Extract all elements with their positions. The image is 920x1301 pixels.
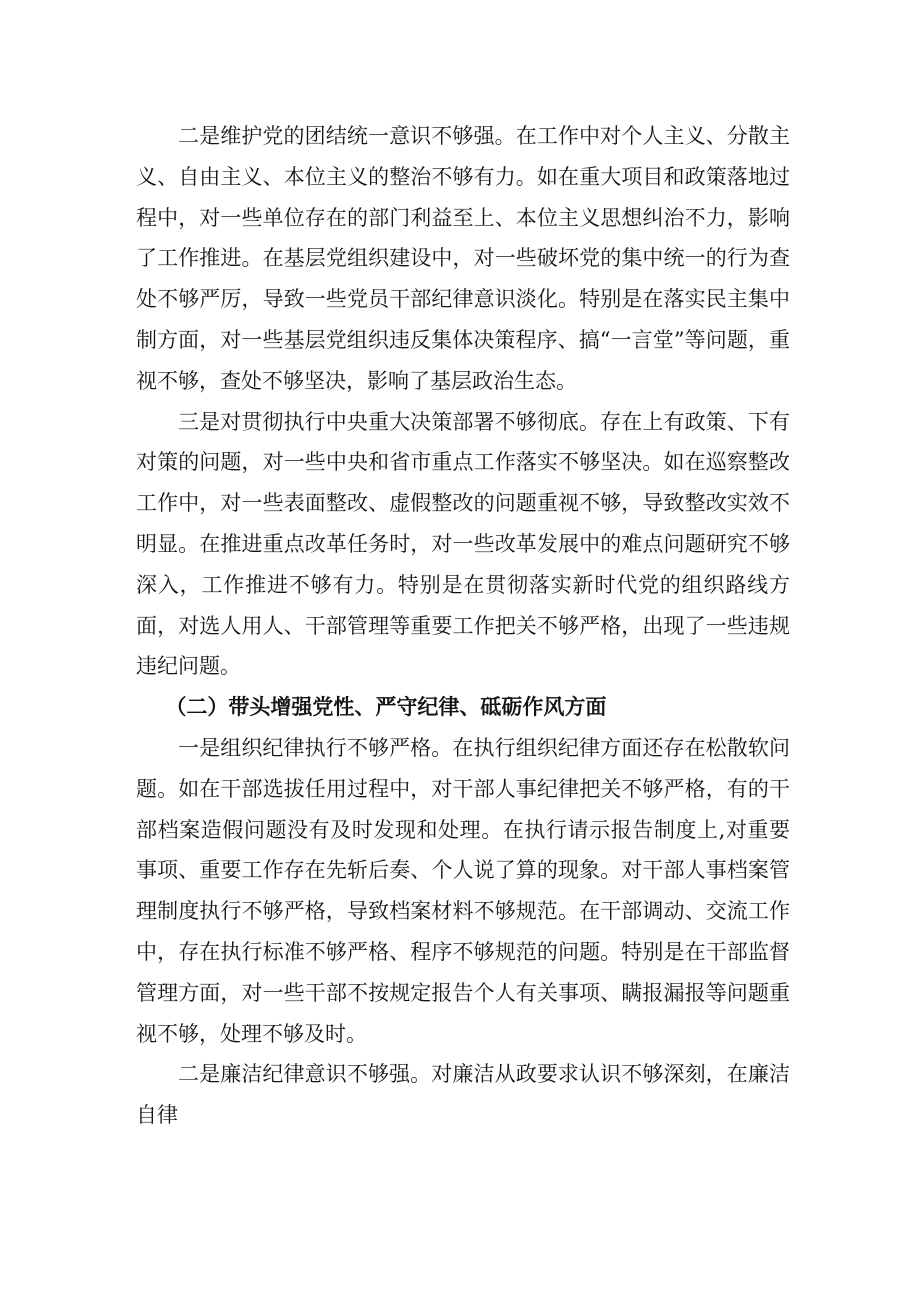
paragraph-integrity-discipline: 二是廉洁纪律意识不够强。对廉洁从政要求认识不够深刻，在廉洁自律 (136, 1062, 790, 1128)
section-heading: （二）带头增强党性、严守纪律、砥砺作风方面 (165, 694, 607, 720)
paragraph-organizational-discipline: 一是组织纪律执行不够严格。在执行组织纪律方面还存在松散软问题。如在干部选拔任用过程中，对干部人事纪律把关不够严格，有的干部档案造假问题没有及时发现和处理。在执行请示报告制度上,对重要事项、重要工作存在先斩后奏、个人说了算的现象。对干部人事档案管理制度执行不够严格，导致档案材料不够规范。在干部调动、交流工作中，存在执行标准不够严格、程序不够规范的问题。特别是在干部监督管理方面，对一些干部不按规定报告个人有关事项、瞒报漏报等问题重视不够，处理不够及时。 (136, 735, 790, 1046)
paragraph-policy-implementation: 三是对贯彻执行中央重大决策部署不够彻底。存在上有政策、下有对策的问题，对一些中央和省市重点工作落实不够坚决。如在巡察整改工作中，对一些表面整改、虚假整改的问题重视不够，导致整改实效不明显。在推进重点改革任务时，对一些改革发展中的难点问题研究不够深入，工作推进不够有力。特别是在贯彻落实新时代党的组织路线方面，对选人用人、干部管理等重要工作把关不够严格，出现了一些违规违纪问题。 (136, 409, 790, 679)
paragraph-unity-awareness: 二是维护党的团结统一意识不够强。在工作中对个人主义、分散主义、自由主义、本位主义的整治不够有力。如在重大项目和政策落地过程中，对一些单位存在的部门利益至上、本位主义思想纠治不力，影响了工作推进。在基层党组织建设中，对一些破坏党的集中统一的行为查处不够严厉，导致一些党员干部纪律意识淡化。特别是在落实民主集中制方面，对一些基层党组织违反集体决策程序、搞“一言堂”等问题，重视不够，查处不够坚决，影响了基层政治生态。 (136, 124, 790, 393)
